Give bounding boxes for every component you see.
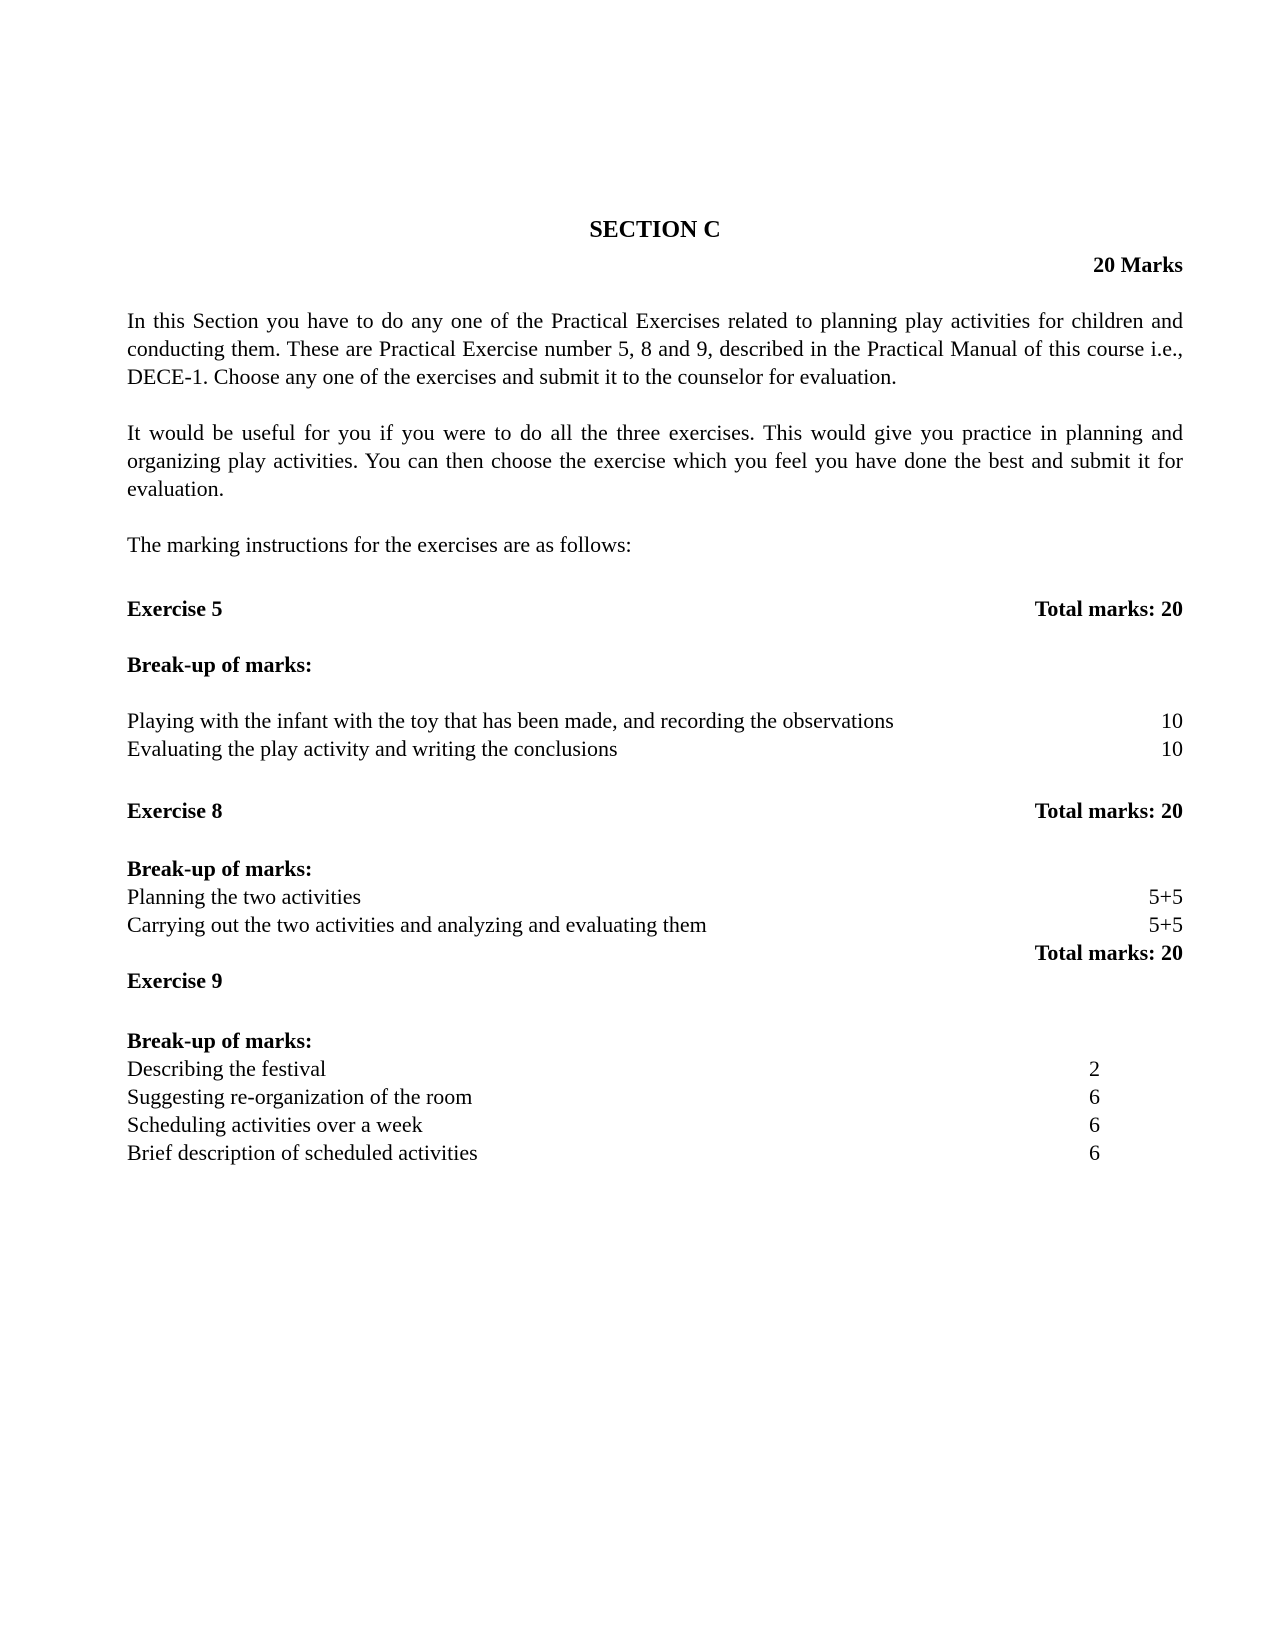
mark-item-label: Brief description of scheduled activities xyxy=(127,1140,478,1165)
exercise-9-mark-row xyxy=(127,1111,1183,1139)
mark-item-value: 10 xyxy=(1161,708,1183,733)
exercise-9-header xyxy=(127,967,1183,995)
exercise-8-trailing-total-marks: Total marks: 20 xyxy=(1034,940,1183,965)
mark-item-label: Evaluating the play activity and writing the conclusions xyxy=(127,736,618,761)
mark-item-label: Scheduling activities over a week xyxy=(127,1112,423,1137)
mark-item-value: 2 xyxy=(1089,1056,1100,1081)
mark-item-value: 6 xyxy=(1089,1084,1100,1109)
exercise-9-breakup-label: Break-up of marks: xyxy=(127,1028,313,1053)
exercise-5-header xyxy=(127,595,1183,623)
exercise-5-breakup-label: Break-up of marks: xyxy=(127,652,313,677)
exercise-8-total-marks: Total marks: 20 xyxy=(1034,798,1183,823)
exercise-8-header xyxy=(127,797,1183,825)
marking-instructions-line: The marking instructions for the exercises are as follows: xyxy=(127,532,632,557)
mark-item-label: Carrying out the two activities and analyzing and evaluating them xyxy=(127,912,707,937)
exercise-5-mark-row xyxy=(127,707,1183,735)
mark-item-value: 5+5 xyxy=(1148,884,1183,909)
mark-item-label: Planning the two activities xyxy=(127,884,362,909)
mark-item-label: Describing the festival xyxy=(127,1056,327,1081)
mark-item-value: 10 xyxy=(1161,736,1183,761)
intro-paragraph-1: In this Section you have to do any one of the Practical Exercises related to planning play activities for children and conducting them. These are Practical Exercise number 5, 8 and 9, described in the Practical Manual of this course i.e., DECE-1. Choose any one of the exercises and submit it to the counselor for evaluation. xyxy=(127,308,1183,389)
section-title: SECTION C xyxy=(589,217,721,243)
exercise-9-mark-row xyxy=(127,1139,1183,1167)
mark-item-label: Playing with the infant with the toy that has been made, and recording the observations xyxy=(127,708,894,733)
exercise-5-mark-row xyxy=(127,735,1183,763)
exercise-9-mark-row xyxy=(127,1083,1183,1111)
section-total-marks: 20 Marks xyxy=(1093,252,1183,277)
exercise-9-mark-row xyxy=(127,1055,1183,1083)
exercise-8-mark-row xyxy=(127,911,1183,939)
intro-paragraph-2: It would be useful for you if you were to do all the three exercises. This would give you practice in planning and organizing play activities. You can then choose the exercise which you feel you have done the best and submit it for evaluation. xyxy=(127,420,1183,501)
mark-item-value: 6 xyxy=(1089,1140,1100,1165)
mark-item-value: 6 xyxy=(1089,1112,1100,1137)
exercise-5-total-marks: Total marks: 20 xyxy=(1034,596,1183,621)
exercise-8-title: Exercise 8 xyxy=(127,798,223,823)
exercise-8-mark-row xyxy=(127,883,1183,911)
mark-item-label: Suggesting re-organization of the room xyxy=(127,1084,473,1109)
exercise-9-title: Exercise 9 xyxy=(127,968,223,993)
exercise-8-breakup-label: Break-up of marks: xyxy=(127,856,313,881)
mark-item-value: 5+5 xyxy=(1148,912,1183,937)
exercise-5-title: Exercise 5 xyxy=(127,596,223,621)
